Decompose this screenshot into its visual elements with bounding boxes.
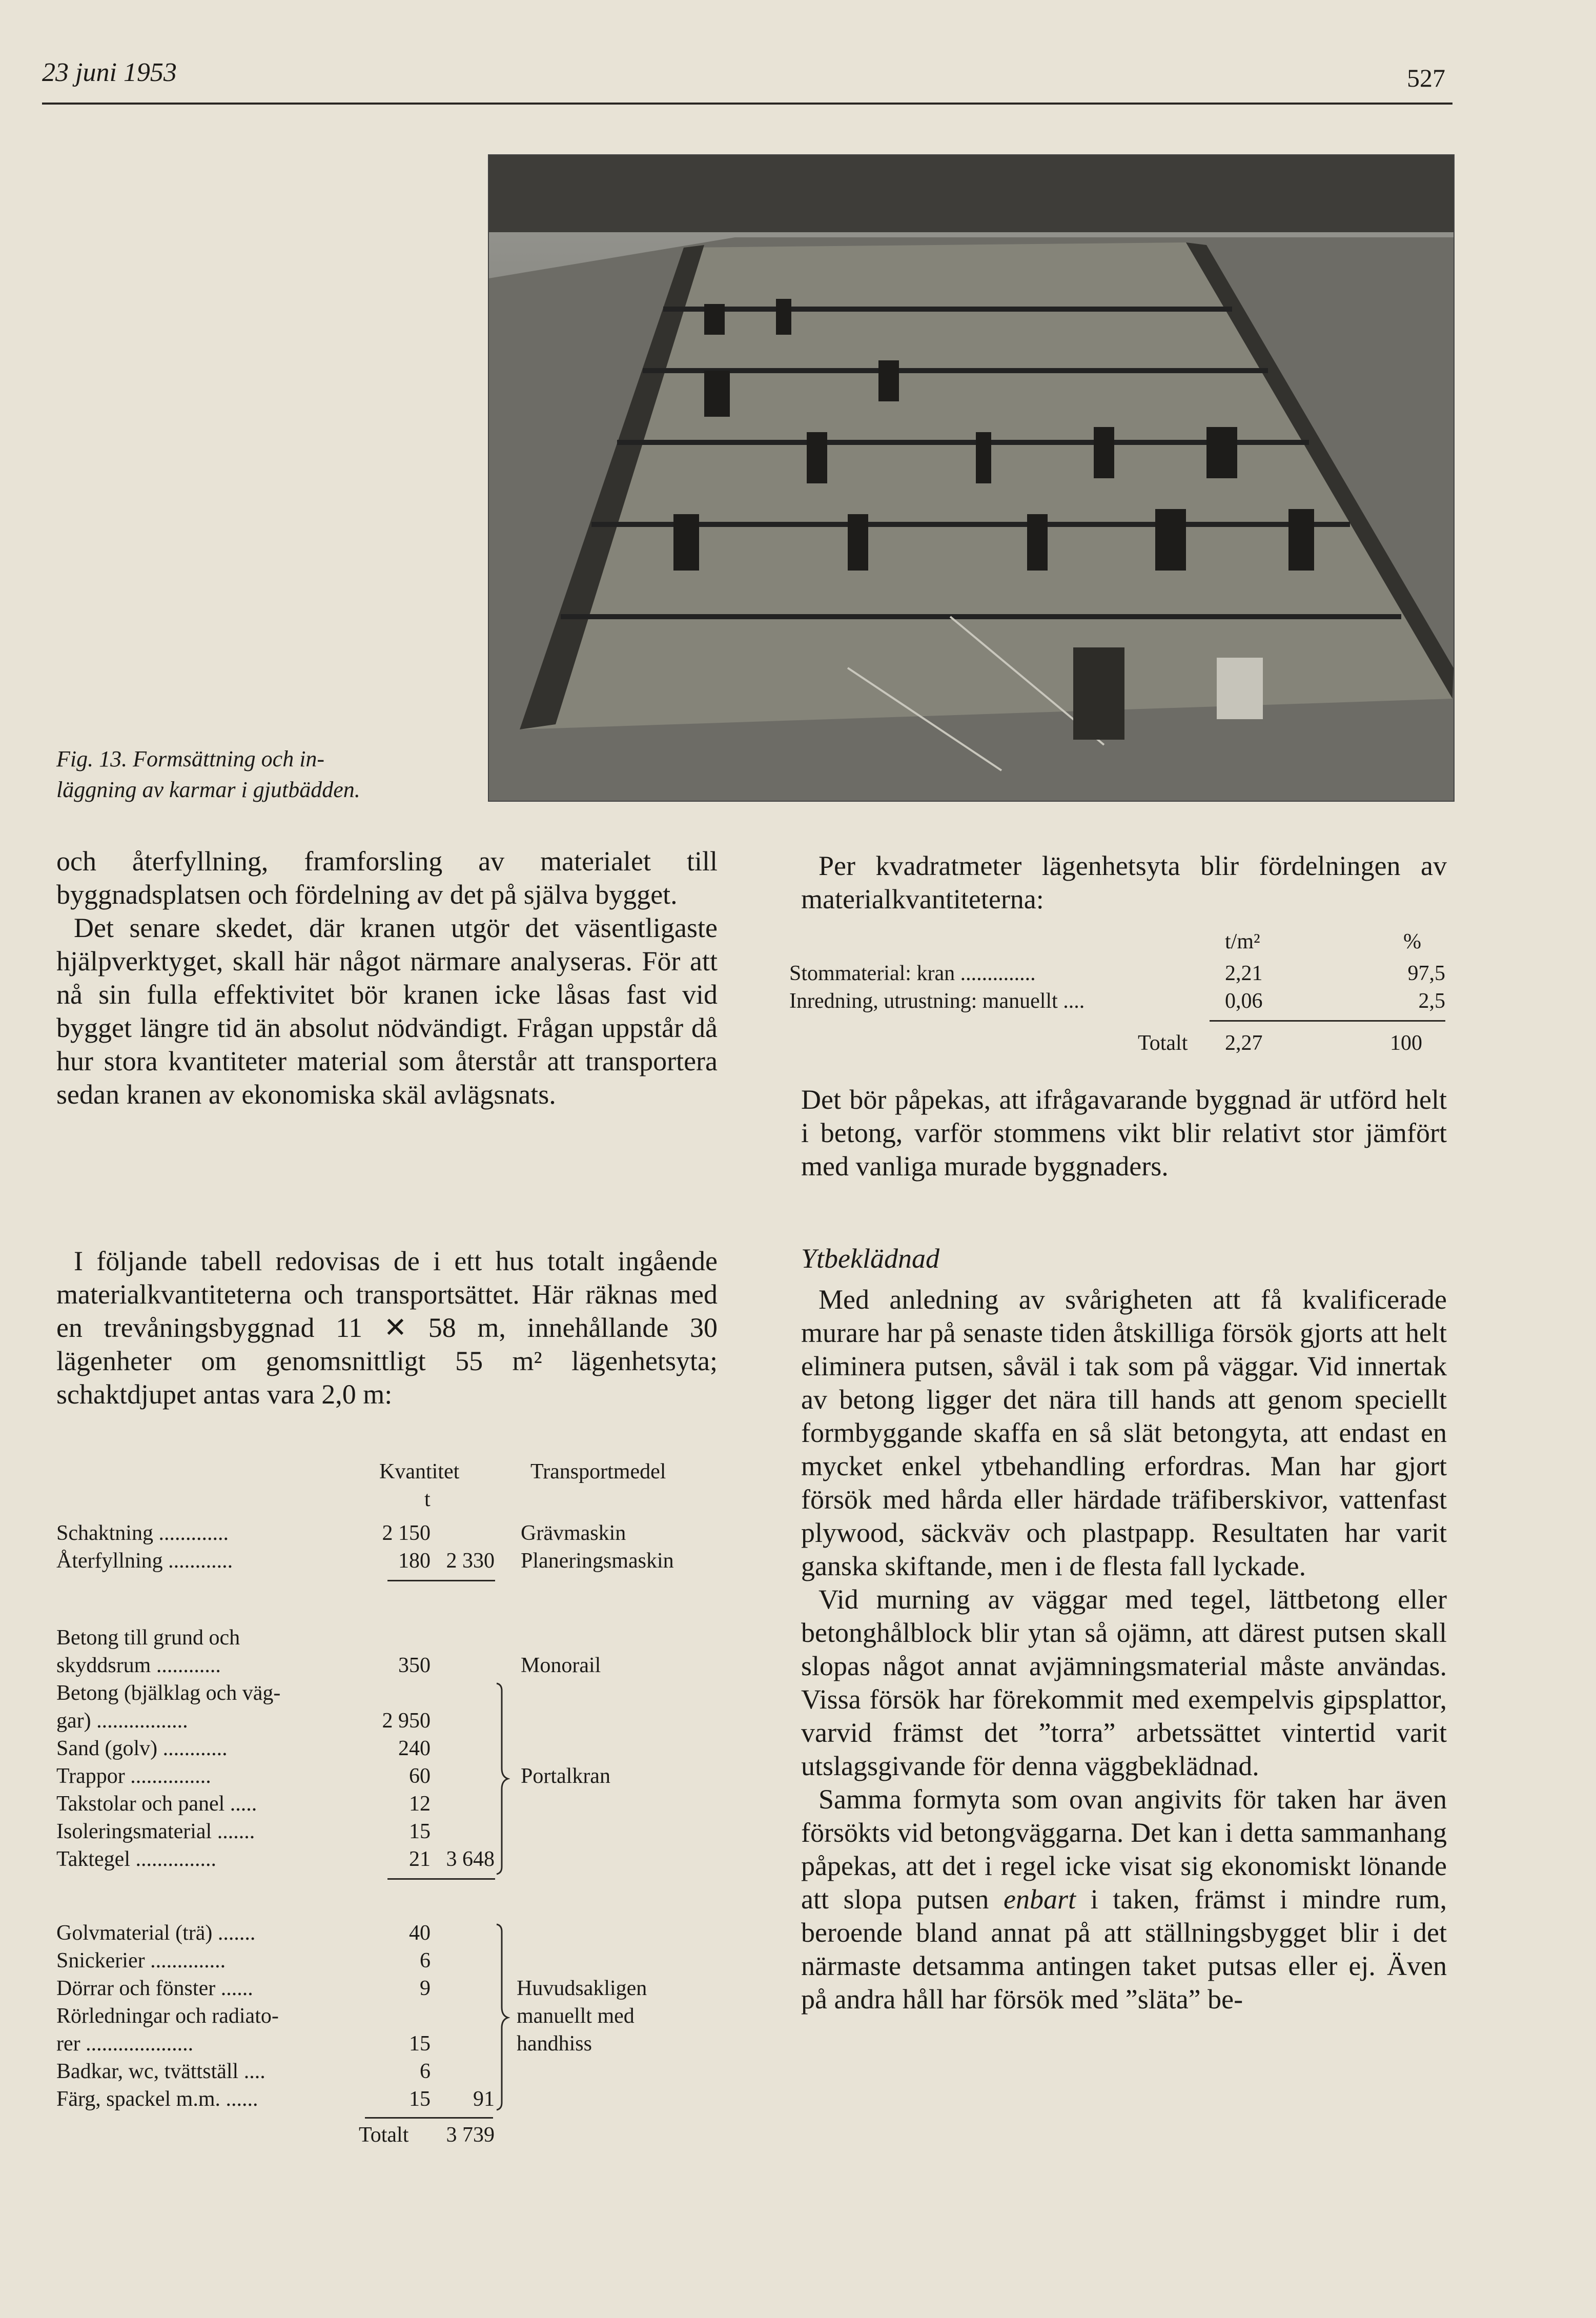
- dist-total-rule: [1210, 1020, 1445, 1022]
- dist-total-label: Totalt: [1138, 1031, 1188, 1055]
- table-header-transport: Transportmedel: [530, 1460, 666, 1483]
- header-date: 23 juni 1953: [42, 58, 177, 87]
- right-paragraph-1: Det bör påpekas, att ifrågavarande byggnad är utförd helt i betong, varför stommens vikt blir relativt stor jämfört med vanliga murade byggnaders.: [801, 1084, 1447, 1182]
- table-row-transport: Planeringsmaskin: [521, 1549, 674, 1573]
- group-transport: Huvudsakligen: [517, 1977, 647, 2000]
- left-column-text: [56, 845, 718, 1111]
- formwork-photo-image: [489, 155, 1454, 801]
- p4-emphasis: enbart: [1004, 1884, 1076, 1915]
- group-transport: Portalkran: [521, 1764, 610, 1788]
- table-row-label: Golvmaterial (trä) .......: [56, 1921, 256, 1945]
- caption-line-2: läggning av karmar i gjutbädden.: [56, 777, 360, 802]
- right-column-text-2: [801, 1283, 1447, 2016]
- table-row-qty: 2 950: [382, 1709, 431, 1733]
- left-paragraph-1: och återfyllning, framforsling av materialet till byggnadsplatsen och fördelning av det på själva bygget.: [56, 846, 718, 910]
- table-total-label: Totalt: [359, 2123, 409, 2147]
- table-row-qty: 40: [409, 1921, 431, 1945]
- table-row-subtotal: 91: [473, 2087, 495, 2111]
- dist-row-value-1: 2,21: [1225, 962, 1263, 985]
- table-header-unit: t: [424, 1488, 431, 1511]
- figure-photo: [488, 154, 1455, 802]
- right-paragraph-2: Med anledning av svårigheten att få kvalificerade murare har på senaste tiden åtskilliga försök gjorts att helt eliminera putsen, såväl i tak som på väggar. Vid innertak av betong ligger det nära till hands att genom speciellt formbyggande skaffa en så slät betongyta, att endast en mycket enkel ytbehandling erfordras. Man har gjort försök med hårda eller härdade träfiberskivor, vattenfast plywood, säckväv och plastpapp. Resultaten har varit ganska skiftande, men i de flesta fall lyckade.: [801, 1284, 1447, 1581]
- table-row-subtotal: 2 330: [446, 1549, 495, 1573]
- table-row-qty: 6: [420, 2060, 431, 2083]
- right-intro-paragraph: Per kvadratmeter lägenhetsyta blir fördelningen av materialkvantiteterna:: [801, 850, 1447, 914]
- dist-row-label: Stommaterial: kran ..............: [789, 962, 1036, 985]
- table-row-label: Schaktning .............: [56, 1521, 229, 1545]
- table-row-label: Takstolar och panel .....: [56, 1792, 257, 1816]
- right-column-text-1: [801, 1083, 1447, 1183]
- dist-total-value-1: 2,27: [1225, 1031, 1263, 1055]
- table-row-label: Sand (golv) ............: [56, 1737, 228, 1760]
- table-row-qty: 180: [398, 1549, 431, 1573]
- left-paragraph-2: Det senare skedet, där kranen utgör det väsentligaste hjälpverktyget, skall här något närmare analyseras. För att nå sin fulla effektivitet bör kranen icke låsas fast vid bygget längre tid än absolut nödvändigt. Frågan uppstår då hur stora kvantiteter material som återstår att transportera sedan kranen av ekonomiska skäl avlägsnats.: [56, 912, 718, 1110]
- table-row-label: Taktegel ...............: [56, 1847, 216, 1871]
- table-row-qty: 9: [420, 1977, 431, 2000]
- table-row-transport: Grävmaskin: [521, 1521, 626, 1545]
- total-rule: [365, 2117, 493, 2119]
- right-column-intro: [801, 849, 1447, 916]
- table-row-qty: 350: [398, 1654, 431, 1677]
- table-row-qty: 15: [409, 2087, 431, 2111]
- dist-header-1: t/m²: [1225, 930, 1260, 953]
- table-row-label: Färg, spackel m.m. ......: [56, 2087, 258, 2111]
- right-paragraph-3: Vid murning av väggar med tegel, lättbetong eller betonghålblock blir ytan så ojämn, att därest putsen skall slopas något annat avjämningsmaterial måste användas. Vissa försök har förekommit med exempelvis gipsplattor, varvid främst det ”torra” arbetssättet vintertid varit utslagsgivande för denna väggbeklädnad.: [801, 1584, 1447, 1781]
- table-row-subtotal: 3 648: [446, 1847, 495, 1871]
- dist-total-value-2: 100: [1390, 1031, 1422, 1055]
- group-transport: handhiss: [517, 2032, 592, 2056]
- dist-header-2: %: [1403, 930, 1421, 953]
- figure-caption: [56, 744, 466, 805]
- table-row-qty: 240: [398, 1737, 431, 1760]
- table-total-value: 3 739: [446, 2123, 495, 2147]
- table-row-label: Badkar, wc, tvättställ ....: [56, 2060, 265, 2083]
- dist-row-value-2: 97,5: [1407, 962, 1445, 985]
- dist-row-value-2: 2,5: [1418, 989, 1445, 1013]
- table-row-label: skyddsrum ............: [56, 1654, 221, 1677]
- table-row-qty: 15: [409, 1820, 431, 1843]
- group-brace: [495, 1681, 510, 1876]
- table-row-label: Trappor ...............: [56, 1764, 211, 1788]
- table-row-qty: 12: [409, 1792, 431, 1816]
- caption-line-1: Fig. 13. Formsättning och in-: [56, 746, 325, 771]
- table-row-label: Återfyllning ............: [56, 1549, 233, 1573]
- table-row-qty: 15: [409, 2032, 431, 2056]
- section-heading: Ytbeklädnad: [801, 1243, 939, 1274]
- table-header-qty: Kvantitet: [379, 1460, 460, 1483]
- header-rule: [42, 103, 1452, 105]
- table-row-label: Snickerier ..............: [56, 1949, 226, 1973]
- table-row-label: Isoleringsmaterial .......: [56, 1820, 255, 1843]
- left-column-text-2: [56, 1245, 718, 1411]
- dist-row-label: Inredning, utrustning: manuellt ....: [789, 989, 1085, 1013]
- p4-end: i taken, främst i mindre rum, beroende bland annat på att ställningsbygget blir i det närmaste detsamma antingen taket putsas eller ej. Även på andra håll har försök med ”släta” be-: [801, 1884, 1447, 2015]
- table-row-qty: 6: [420, 1949, 431, 1973]
- subtotal-rule: [387, 1878, 495, 1880]
- table-row-label: Betong (bjälklag och väg-: [56, 1681, 281, 1705]
- table-row-label: Dörrar och fönster ......: [56, 1977, 253, 2000]
- group-brace: [495, 1922, 510, 2112]
- table-row-label: Betong till grund och: [56, 1626, 240, 1650]
- table-row-label: rer ....................: [56, 2032, 194, 2056]
- subtotal-rule: [387, 1580, 495, 1581]
- p4-start: Samma formyta som ovan angivits för taken har även försökts vid betongväggarna. Det kan i detta sammanhang påpekas, att det i regel icke visat sig ekonomiskt lönande att slopa putsen: [801, 1784, 1447, 1915]
- table-row-qty: 21: [409, 1847, 431, 1871]
- table-row-label: Rörledningar och radiato-: [56, 2004, 279, 2028]
- table-row-qty: 60: [409, 1764, 431, 1788]
- table-row-transport: Monorail: [521, 1654, 601, 1677]
- right-paragraph-4: [801, 1783, 1447, 2016]
- left-paragraph-3: I följande tabell redovisas de i ett hus totalt ingående materialkvantiteterna och transportsättet. Här räknas med en trevåningsbyggnad 11 ✕ 58 m, innehållande 30 lägenheter om genomsnittligt 55 m² lägenhetsyta; schaktdjupet antas vara 2,0 m:: [56, 1246, 718, 1410]
- group-transport: manuellt med: [517, 2004, 635, 2028]
- dist-row-value-1: 0,06: [1225, 989, 1263, 1013]
- table-row-qty: 2 150: [382, 1521, 431, 1545]
- table-row-label: gar) .................: [56, 1709, 188, 1733]
- page-number: 527: [1407, 64, 1445, 92]
